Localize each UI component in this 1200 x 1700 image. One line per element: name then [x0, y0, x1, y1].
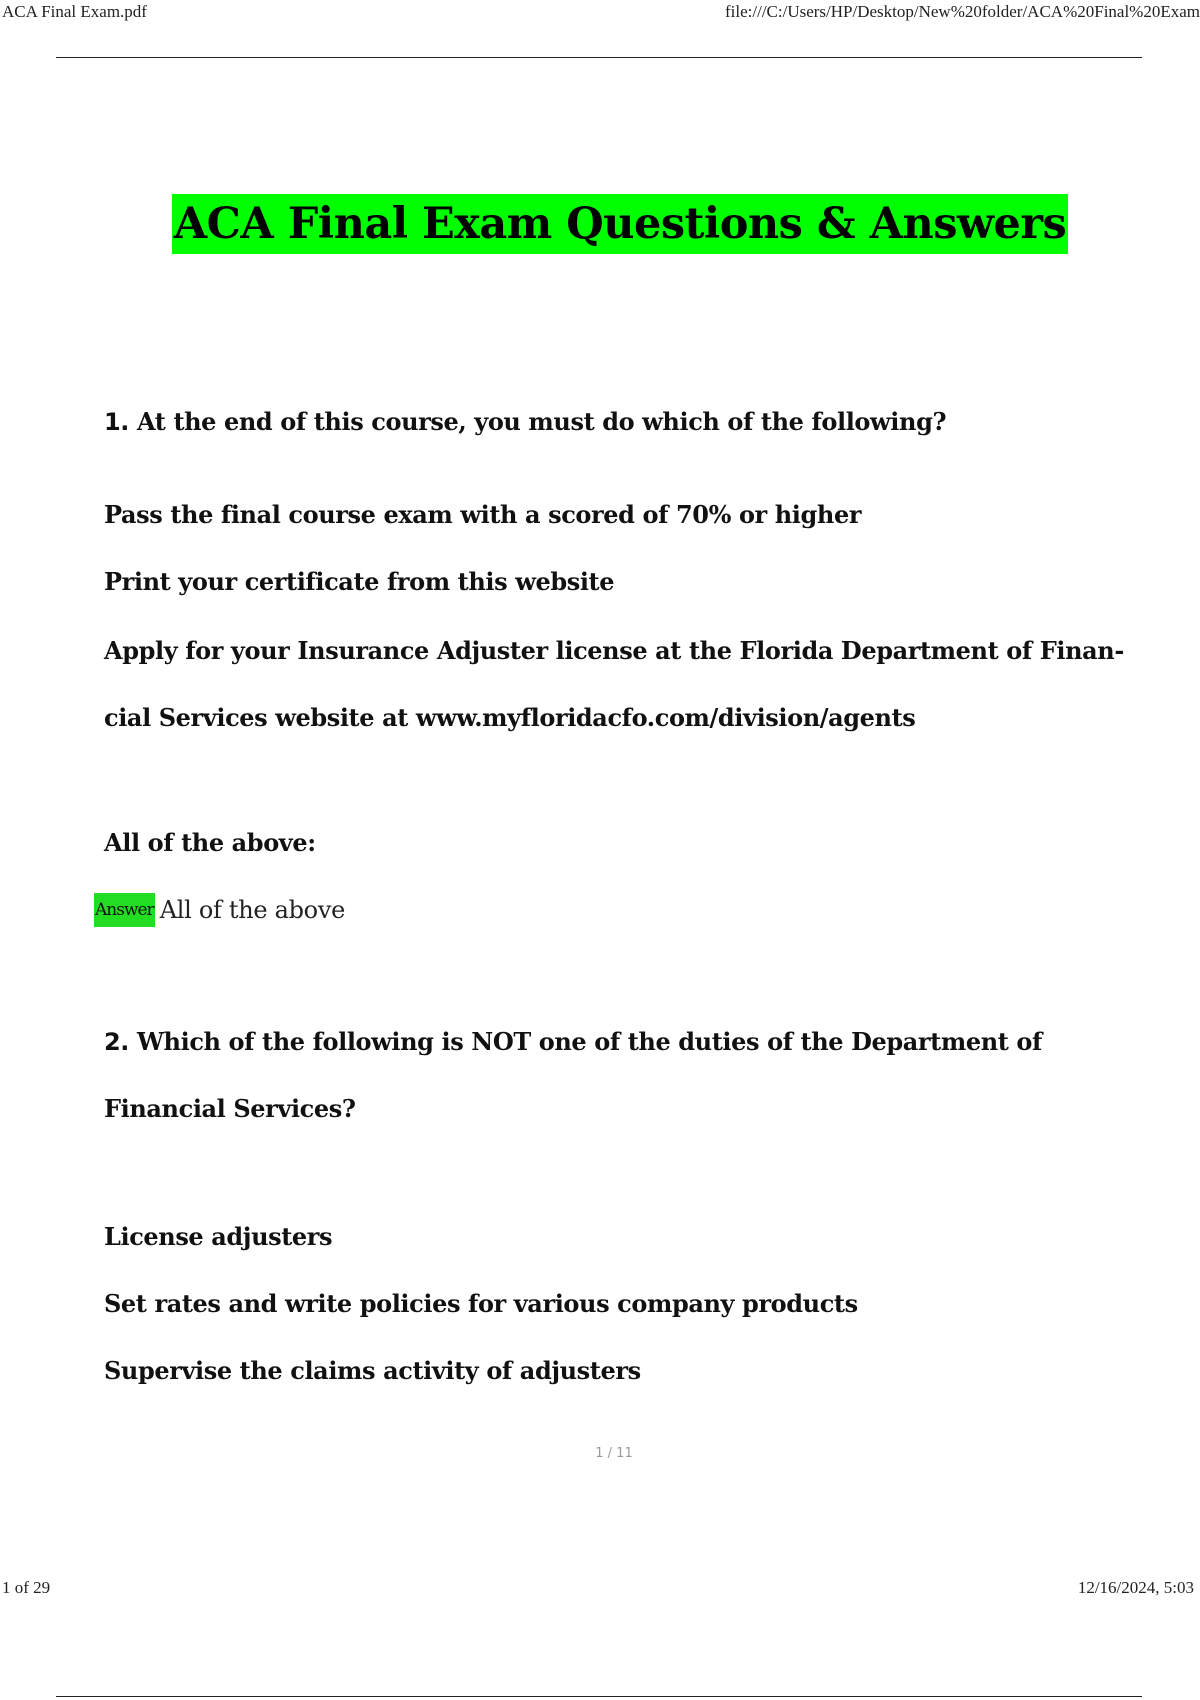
- question-2-text-line-1: Which of the following is NOT one of the duties of the Department of: [137, 1027, 1042, 1056]
- question-2-line-1: [104, 1027, 1042, 1057]
- answer-text: All of the above: [159, 896, 345, 924]
- question-1-option-4: All of the above:: [104, 828, 316, 857]
- question-2-option-3: Supervise the claims activity of adjusters: [104, 1356, 641, 1385]
- top-divider: [56, 57, 1142, 58]
- print-header-filename: ACA Final Exam.pdf: [2, 2, 147, 21]
- bottom-divider: [56, 1696, 1142, 1697]
- answer-label: Answer: [94, 893, 155, 927]
- question-2-option-1: License adjusters: [104, 1222, 333, 1251]
- question-1-option-2: Print your certificate from this website: [104, 567, 615, 596]
- question-1-option-3-line-1: Apply for your Insurance Adjuster license at the Florida Department of Finan-: [104, 636, 1124, 665]
- page-title: ACA Final Exam Questions & Answers: [172, 194, 1068, 254]
- page-number-indicator: 1 / 11: [595, 1446, 633, 1461]
- question-2-text-line-2: Financial Services?: [104, 1094, 356, 1123]
- question-1-option-1: Pass the final course exam with a scored of 70% or higher: [104, 500, 862, 529]
- question-1-answer: [94, 893, 345, 927]
- question-1-text: At the end of this course, you must do which of the following?: [137, 407, 947, 436]
- question-1: [104, 407, 946, 437]
- question-1-option-3-line-2: cial Services website at www.myfloridacfo.com/division/agents: [104, 703, 916, 732]
- print-footer-page-count: 1 of 29: [2, 1578, 51, 1597]
- print-header-url: file:///C:/Users/HP/Desktop/New%20folder/ACA%20Final%20Exam: [725, 2, 1200, 21]
- question-1-number: 1.: [104, 408, 130, 436]
- question-2-option-2: Set rates and write policies for various company products: [104, 1289, 858, 1318]
- print-footer-timestamp: 12/16/2024, 5:03: [1077, 1578, 1194, 1597]
- question-2-number: 2.: [104, 1028, 130, 1056]
- title-container: [0, 194, 1200, 254]
